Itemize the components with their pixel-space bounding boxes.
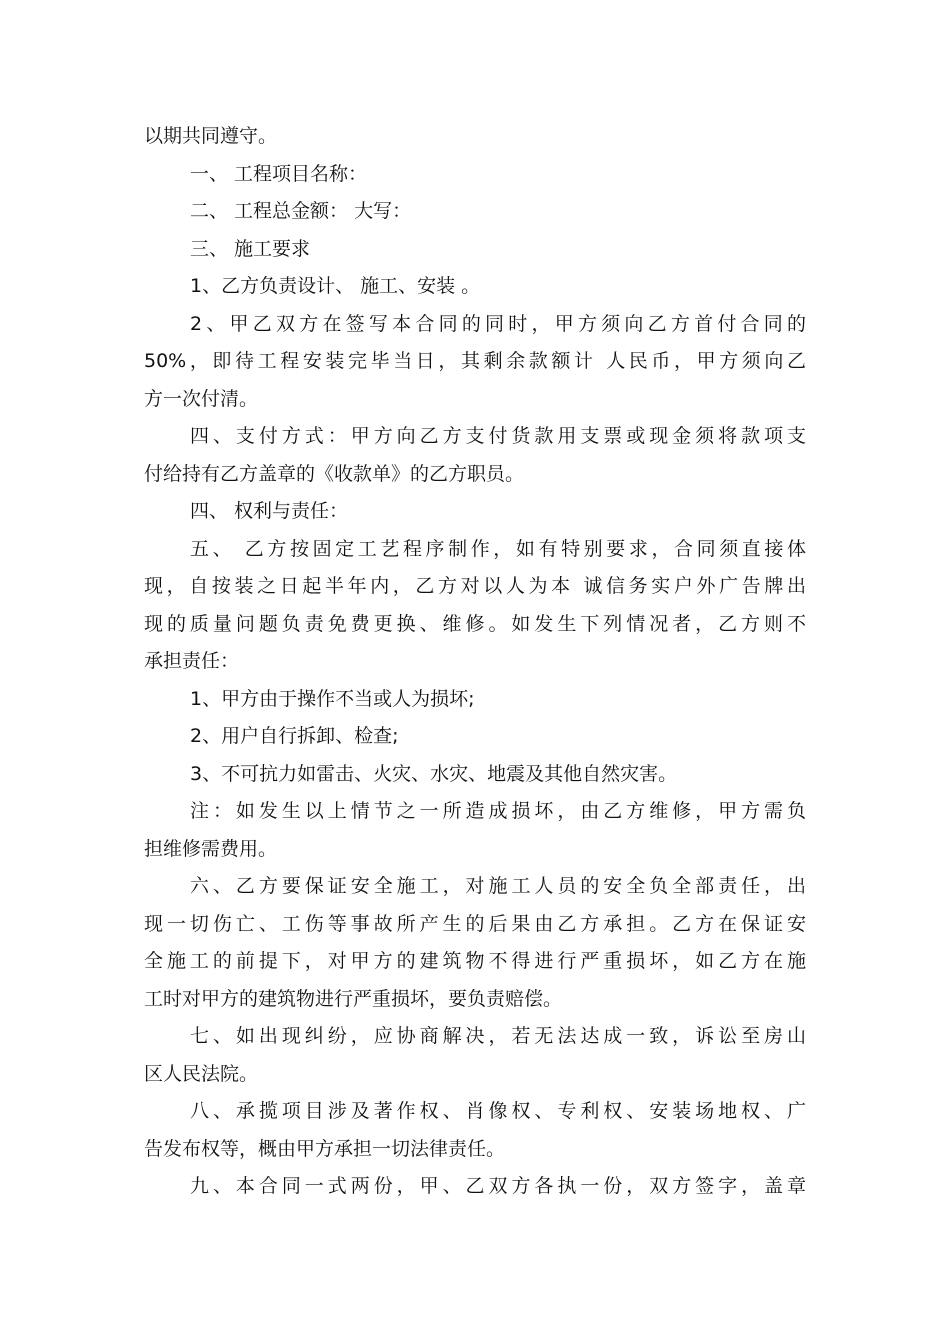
text-line-4: 1、乙方负责设计、 施工、安装 。 <box>190 275 481 297</box>
text-line-25: 区人民法院。 <box>144 1062 259 1085</box>
text-line-10: 四、 权利与责任： <box>190 500 349 522</box>
text-line-28: 九、本合同一式两份，甲、乙双方各执一份，双方签字，盖章 <box>190 1175 806 1197</box>
text-line-26: 八、承揽项目涉及著作权、肖像权、专利权、安装场地权、广 <box>190 1100 806 1122</box>
text-line-8: 四、支付方式：甲方向乙方支付货款用支票或现金须将款项支 <box>190 425 806 447</box>
text-line-21: 现一切伤亡、工伤等事故所产生的后果由乙方承担。乙方在保证安 <box>144 912 806 935</box>
text-line-0: 以期共同遵守。 <box>144 125 278 147</box>
text-line-18: 注：如发生以上情节之一所造成损坏，由乙方维修，甲方需负 <box>190 800 806 822</box>
clause-2-heading: 二、 工程总金额： 大写： <box>190 200 412 222</box>
text-line-9: 付给持有乙方盖章的《收款单》的乙方职员。 <box>144 462 525 485</box>
text-line-6: 50%，即待工程安装完毕当日，其剩余款额计 人民币，甲方须向乙 <box>144 350 806 372</box>
text-line-17: 3、不可抗力如雷击、火灾、水灾、地震及其他自然灾害。 <box>190 762 678 785</box>
text-line-24: 七、如出现纠纷，应协商解决，若无法达成一致，诉讼至房山 <box>190 1025 806 1047</box>
text-line-5: 2、甲乙双方在签写本合同的同时，甲方须向乙方首付合同的 <box>190 312 806 335</box>
text-line-13: 现的质量问题负责免费更换、维修。如发生下列情况者，乙方则不 <box>144 612 806 635</box>
text-line-15: 1、甲方由于操作不当或人为损坏; <box>190 687 475 710</box>
text-line-7: 方一次付清。 <box>144 387 259 410</box>
clause-1-heading: 一、 工程项目名称： <box>190 162 368 185</box>
text-line-20: 六、乙方要保证安全施工，对施工人员的安全负全部责任，出 <box>190 875 806 897</box>
text-line-22: 全施工的前提下，对甲方的建筑物不得进行严重损坏，如乙方在施 <box>144 950 806 972</box>
contract-body <box>144 118 806 1206</box>
text-line-23: 工时对甲方的建筑物进行严重损坏，要负责赔偿。 <box>144 987 563 1010</box>
text-line-16: 2、用户自行拆卸、检查; <box>190 725 399 747</box>
text-line-19: 担维修需费用。 <box>144 837 278 860</box>
clause-3-heading: 三、 施工要求 <box>190 237 311 260</box>
text-line-14: 承担责任： <box>144 650 240 672</box>
text-line-12: 现，自按装之日起半年内，乙方对以人为本 诚信务实户外广告牌出 <box>144 575 806 597</box>
text-line-27: 告发布权等，概由甲方承担一切法律责任。 <box>144 1137 506 1160</box>
text-line-11: 五、 乙方按固定工艺程序制作，如有特别要求，合同须直接体 <box>190 537 806 560</box>
